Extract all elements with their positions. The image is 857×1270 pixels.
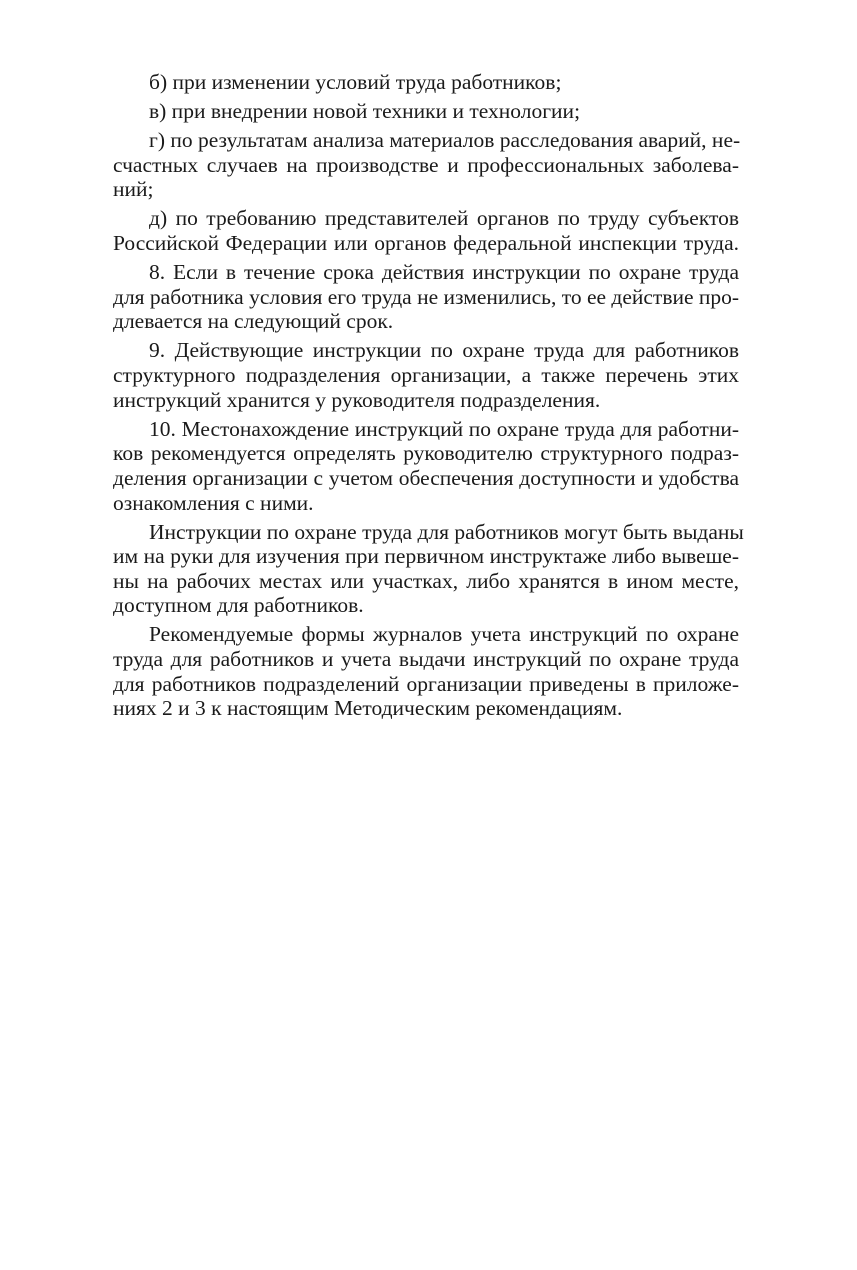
paragraph-item-v — [77, 99, 739, 124]
text-line: деления организации с учетом обеспечения доступности и удобства — [113, 465, 739, 490]
text-line: 10. Местонахождение инструкций по охране труда для работни- — [149, 416, 739, 441]
text-line: ны на рабочих местах или участках, либо хранятся в ином месте, — [113, 568, 739, 593]
paragraph-item-9 — [77, 338, 739, 412]
text-line: ний; — [113, 177, 154, 202]
text-line: Российской Федерации или органов федеральной инспекции труда. — [113, 231, 739, 256]
text-line: 8. Если в течение срока действия инструкции по охране труда — [149, 260, 739, 285]
text-line: ков рекомендуется определять руководителю структурного подраз- — [113, 441, 739, 466]
paragraph-item-10 — [77, 417, 739, 515]
paragraph-item-b — [77, 70, 739, 95]
text-line: г) по результатам анализа материалов расследования аварий, не- — [149, 128, 741, 153]
text-line: Рекомендуемые формы журналов учета инструкций по охране — [149, 622, 739, 647]
paragraph-instructions-issue — [77, 519, 744, 618]
text-line: ознакомления с ними. — [113, 490, 314, 515]
paragraph-item-g — [77, 128, 739, 202]
paragraph-journal-forms — [77, 622, 739, 720]
text-line: длевается на следующий срок. — [113, 309, 394, 334]
text-line: в) при внедрении новой техники и технологии; — [149, 99, 581, 124]
text-line: им на руки для изучения при первичном инструктаже либо вывеше- — [113, 544, 739, 569]
text-line: ниях 2 и 3 к настоящим Методическим рекомендациям. — [113, 696, 623, 721]
document-page — [77, 70, 744, 725]
text-line: 9. Действующие инструкции по охране труда для работников — [149, 338, 739, 363]
text-line: счастных случаев на производстве и профессиональных заболева- — [113, 152, 739, 177]
paragraph-item-8 — [77, 260, 739, 334]
text-line: д) по требованию представителей органов по труду субъектов — [149, 206, 739, 231]
text-line: инструкций хранится у руководителя подразделения. — [113, 387, 601, 412]
text-line: доступном для работников. — [113, 593, 364, 618]
paragraph-item-d — [77, 206, 739, 255]
text-line: для работников подразделений организации приведены в приложе- — [113, 671, 739, 696]
text-line: б) при изменении условий труда работников; — [149, 70, 562, 94]
text-line: структурного подразделения организации, а также перечень этих — [113, 363, 739, 388]
text-line: труда для работников и учета выдачи инструкций по охране труда — [113, 647, 739, 672]
text-line: для работника условия его труда не изменились, то ее действие про- — [113, 284, 740, 309]
text-line: Инструкции по охране труда для работников могут быть выданы — [149, 519, 744, 544]
